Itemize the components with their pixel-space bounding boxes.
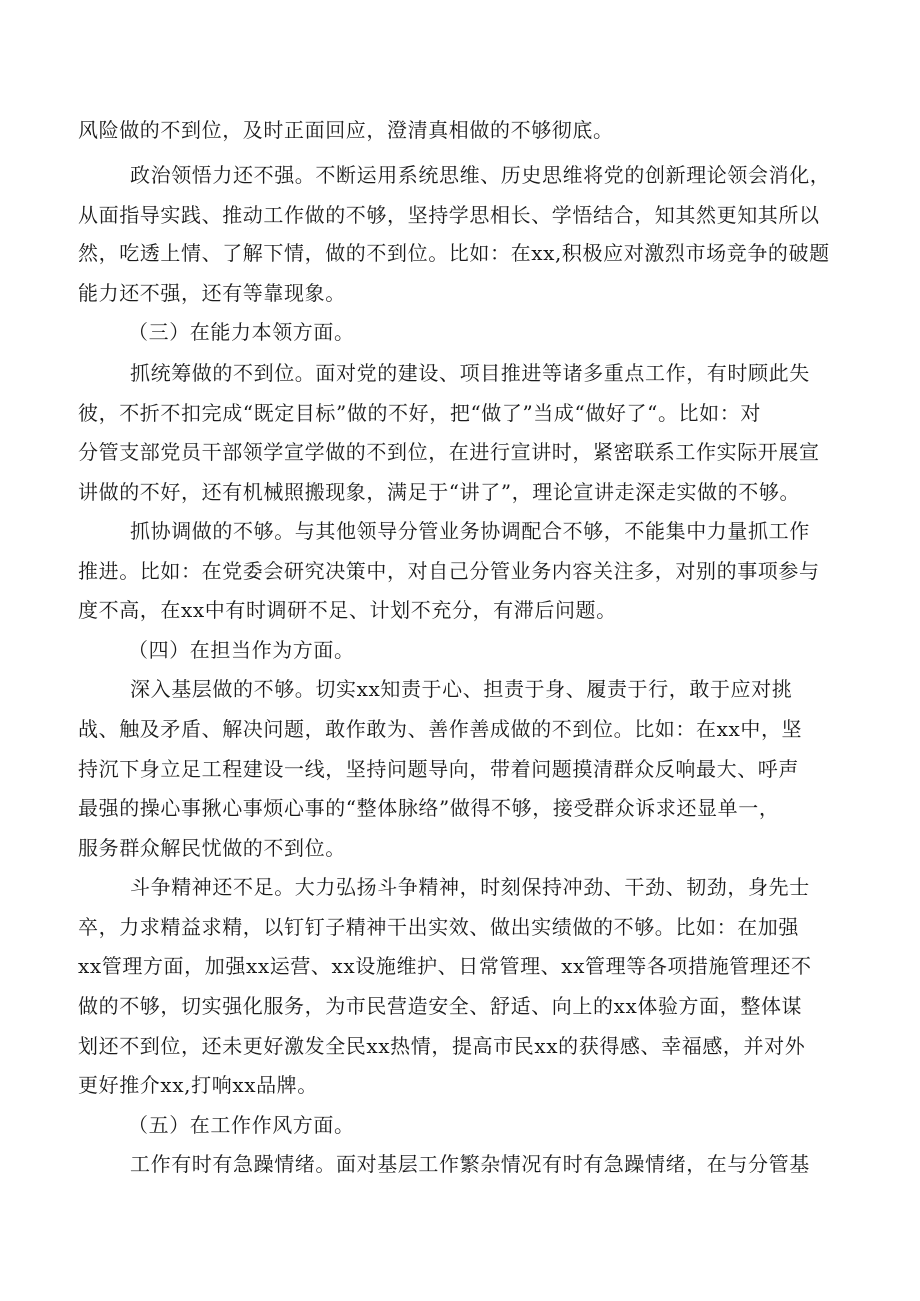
section-heading: （三）在能力本领方面。 — [128, 320, 355, 344]
text-line: 做的不够，切实强化服务，为市民营造安全、舒适、向上的xx体验方面，整体谋 — [78, 994, 803, 1018]
text-line: 划还不到位，还未更好激发全民xx热情，提高市民xx的获得感、幸福感，并对外 — [78, 1034, 806, 1058]
text-line: 风险做的不到位，及时正面回应，澄清真相做的不够彻底。 — [78, 118, 614, 142]
text-line: xx管理方面，加强xx运营、xx设施维护、日常管理、xx管理等各项措施管理还不 — [78, 954, 812, 978]
text-line: 持沉下身立足工程建设一线，坚持问题导向，带着问题摸清群众反响最大、呼声 — [78, 757, 799, 781]
text-line: 更好推介xx,打响xx品牌。 — [78, 1073, 318, 1097]
text-line: 分管支部党员干部领学宣学做的不到位，在进行宣讲时，紧密联系工作实际开展宣 — [78, 440, 820, 464]
paragraph-start-line: 政治领悟力还不强。不断运用系统思维、历史思维将党的创新理论领会消化， — [130, 163, 831, 187]
text-line: 从面指导实践、推动工作做的不够，坚持学思相长、学悟结合，知其然更知其所以 — [78, 203, 820, 227]
section-heading: （五）在工作作风方面。 — [128, 1113, 355, 1137]
text-line: 彼，不折不扣完成“既定目标”做的不好，把“做了”当成“做好了“。比如：对 — [78, 401, 761, 425]
paragraph-start-line: 深入基层做的不够。切实xx知责于心、担责于身、履责于行，敢于应对挑 — [130, 677, 793, 701]
paragraph-start-line: 斗争精神还不足。大力弘扬斗争精神，时刻保持冲劲、干劲、韧劲，身先士 — [130, 875, 810, 899]
text-line: 服务群众解民忧做的不到位。 — [78, 836, 346, 860]
text-line: 战、触及矛盾、解决问题，敢作敢为、善作善成做的不到位。比如：在xx中，坚 — [78, 717, 803, 741]
text-line: 度不高，在xx中有时调研不足、计划不充分，有滞后问题。 — [78, 598, 617, 622]
section-heading: （四）在担当作为方面。 — [128, 638, 355, 662]
text-line: 卒，力求精益求精，以钉钉子精神干出实效、做出实绩做的不够。比如：在加强 — [78, 915, 799, 939]
text-line: 推进。比如：在党委会研究决策中，对自己分管业务内容关注多，对别的事项参与 — [78, 559, 820, 583]
paragraph-start-line: 抓统筹做的不到位。面对党的建设、项目推进等诸多重点工作，有时顾此失 — [130, 361, 810, 385]
paragraph-start-line: 抓协调做的不够。与其他领导分管业务协调配合不够，不能集中力量抓工作 — [130, 519, 810, 543]
text-line: 讲做的不好，还有机械照搬现象，满足于“讲了”，理论宣讲走深走实做的不够。 — [78, 480, 801, 504]
text-line: 能力还不强，还有等靠现象。 — [78, 281, 346, 305]
text-line: 然，吃透上情、了解下情，做的不到位。比如：在xx,积极应对激烈市场竞争的破题 — [78, 241, 830, 265]
text-line: 最强的操心事揪心事烦心事的“整体脉络”做得不够，接受群众诉求还显单一， — [78, 796, 780, 820]
paragraph-start-line: 工作有时有急躁情绪。面对基层工作繁杂情况有时有急躁情绪，在与分管基 — [130, 1152, 810, 1176]
